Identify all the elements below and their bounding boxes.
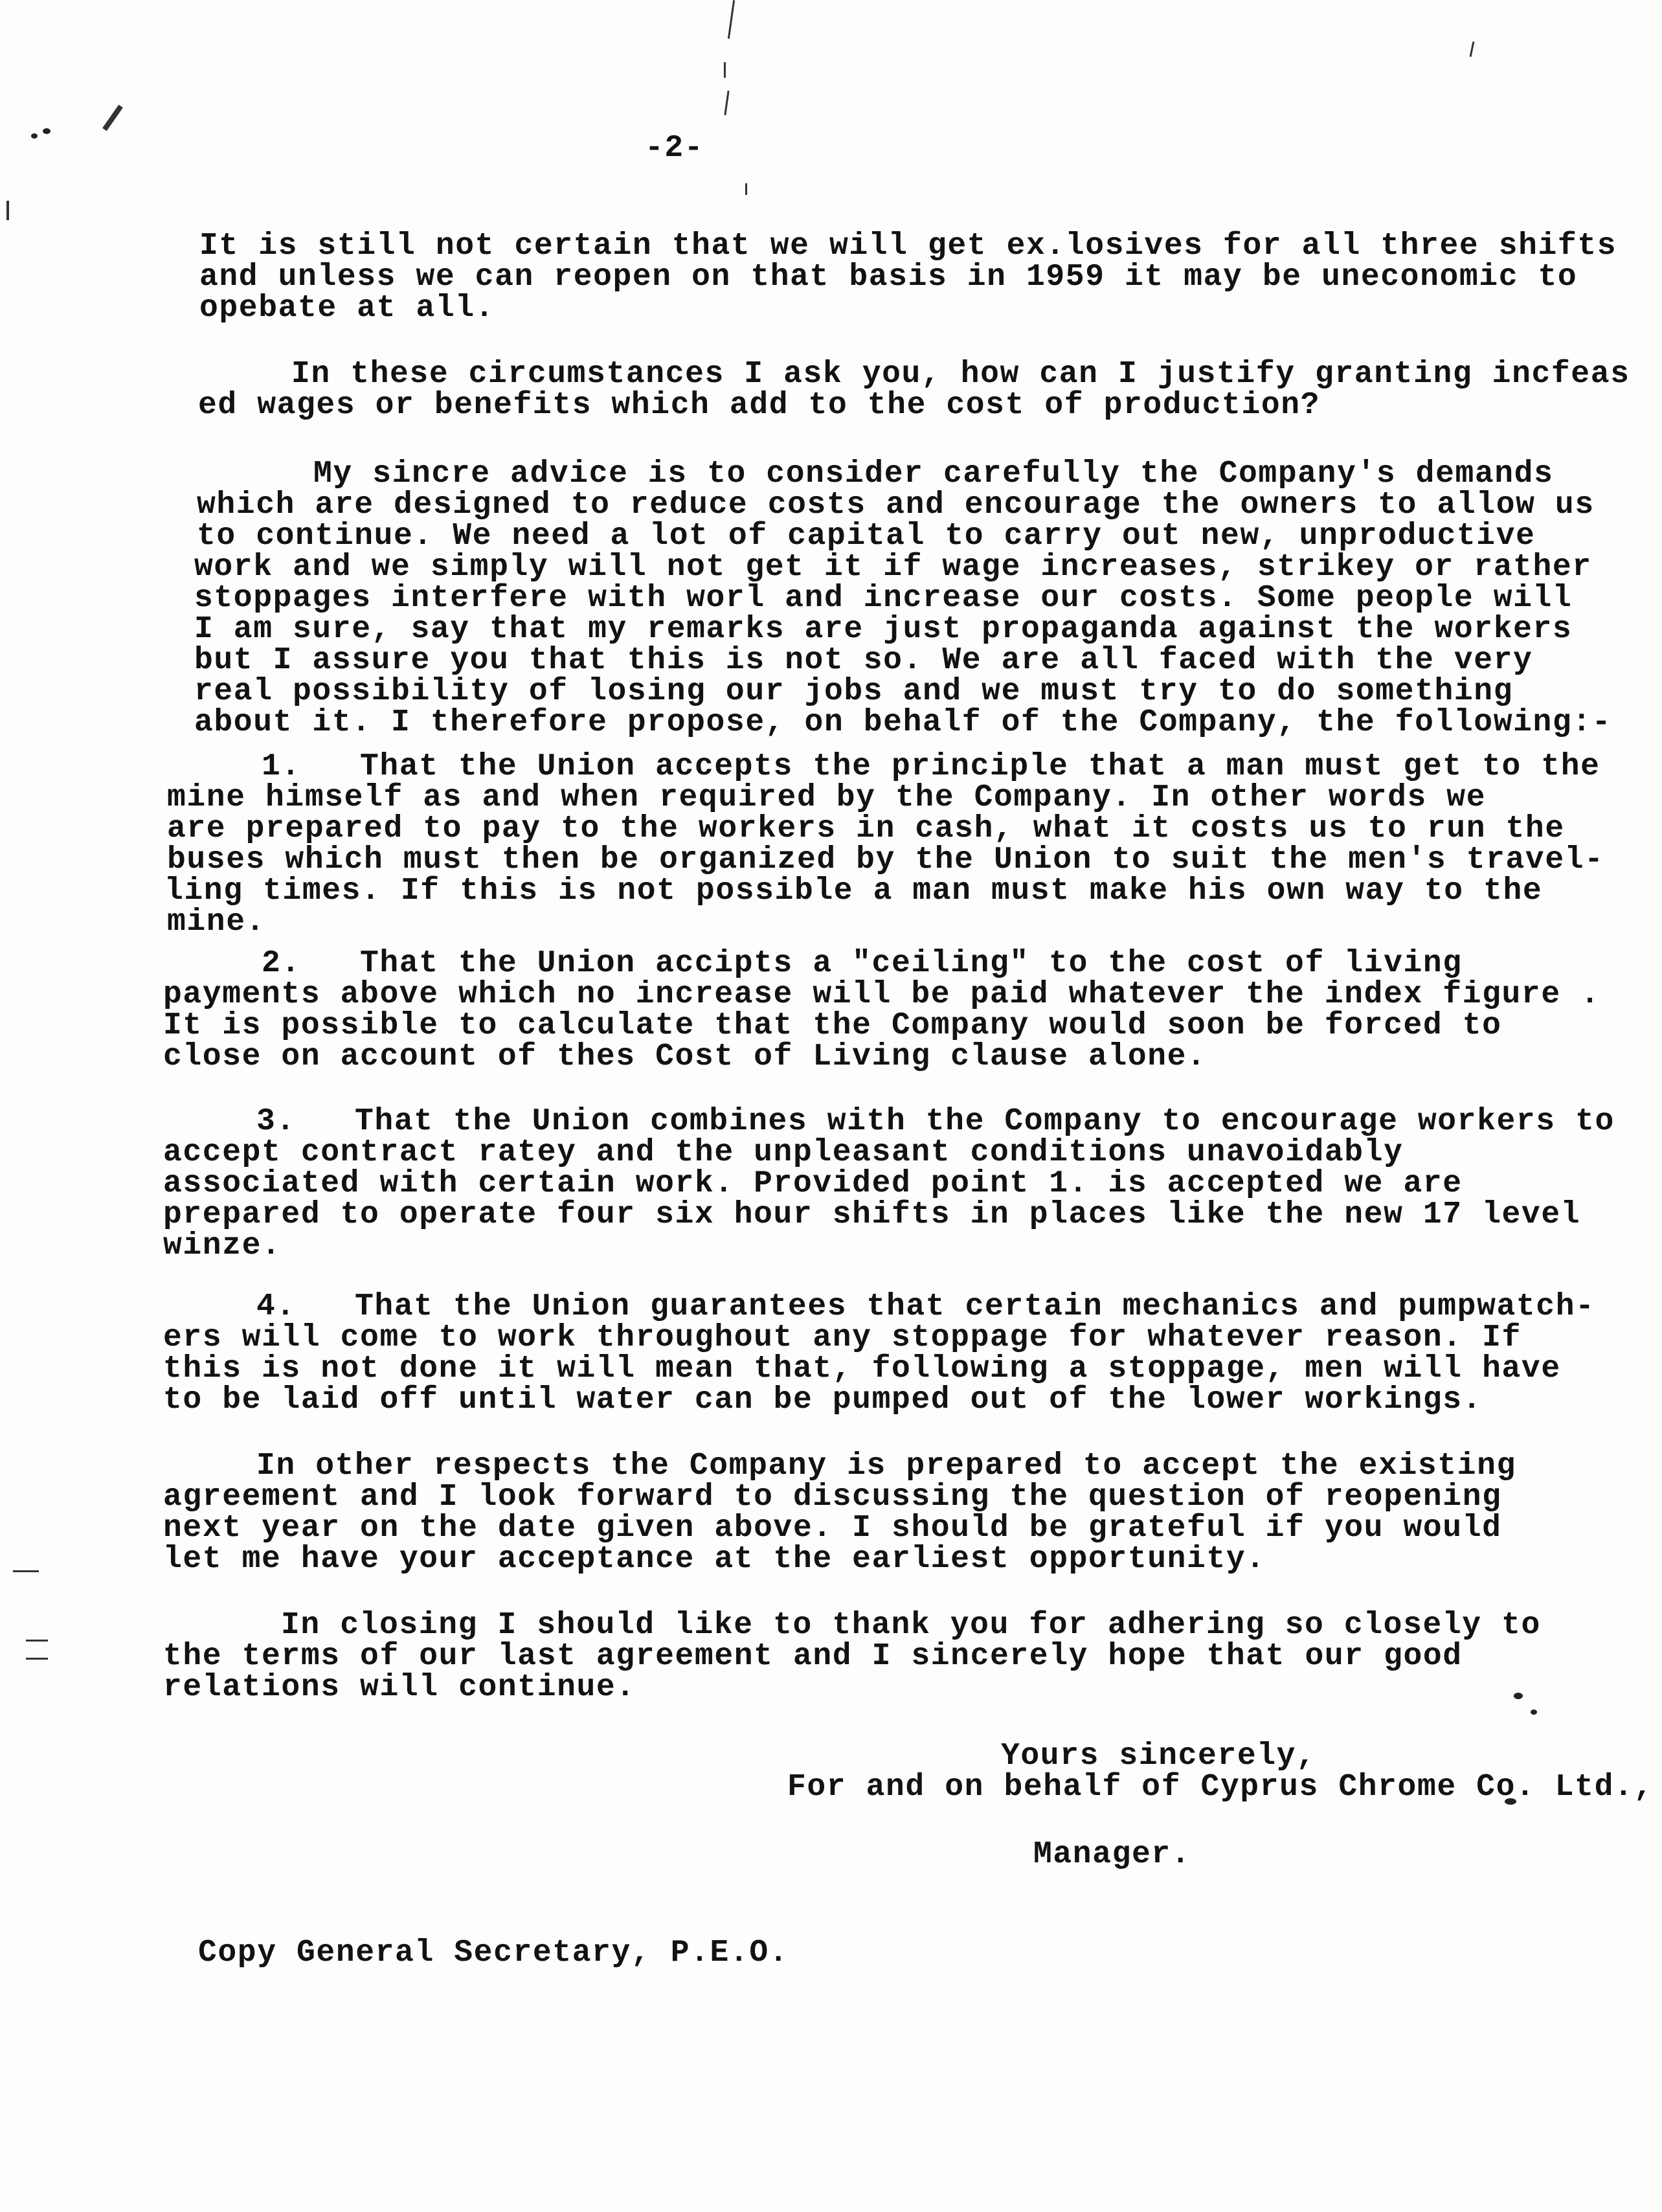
body-line: ed wages or benefits which add to the cost of production?	[198, 388, 1321, 423]
list-item-line: 2. That the Union accipts a "ceiling" to the cost of living	[262, 946, 1463, 981]
body-line: next year on the date given above. I should be grateful if you would	[163, 1511, 1502, 1546]
list-item-line: ers will come to work throughout any stoppage for whatever reason. If	[163, 1320, 1522, 1355]
scan-mark	[6, 201, 9, 220]
scan-mark	[13, 1570, 39, 1572]
body-line: work and we simply will not get it if wage increases, strikey or rather	[194, 550, 1592, 585]
body-line: I am sure, say that my remarks are just propaganda against the workers	[194, 612, 1573, 647]
list-item-line: mine.	[167, 905, 266, 940]
scan-mark	[26, 1658, 48, 1660]
body-line: My sincre advice is to consider carefully the Company's demands	[313, 457, 1554, 491]
list-item-line: accept contract ratey and the unpleasant conditions unavoidably	[163, 1135, 1404, 1170]
list-item-line: 3. That the Union combines with the Company to encourage workers to	[256, 1104, 1615, 1139]
body-line: to continue. We need a lot of capital to carry out new, unproductive	[197, 519, 1536, 554]
page-number: -2-	[645, 131, 704, 166]
list-item-line: winze.	[163, 1228, 282, 1263]
scan-speck	[1514, 1693, 1523, 1699]
body-line: about it. I therefore propose, on behalf of the Company, the following:-	[194, 705, 1612, 740]
scan-mark	[26, 1640, 48, 1642]
body-line: stoppages interfere with worl and increase our costs. Some people will	[194, 581, 1573, 616]
scan-mark	[724, 62, 726, 78]
body-line: but I assure you that this is not so. We are all faced with the very	[194, 643, 1533, 678]
list-item-line: mine himself as and when required by the Company. In other words we	[167, 780, 1487, 815]
body-line: opebate at all.	[199, 291, 495, 326]
scan-mark	[102, 105, 123, 131]
list-item-line: 4. That the Union guarantees that certain mechanics and pumpwatch-	[256, 1289, 1595, 1324]
body-line: the terms of our last agreement and I sincerely hope that our good	[163, 1639, 1463, 1674]
copy-line: Copy General Secretary, P.E.O.	[198, 1936, 789, 1970]
scan-speck	[43, 128, 51, 134]
list-item-line: this is not done it will mean that, following a stoppage, men will have	[163, 1351, 1561, 1386]
list-item-line: payments above which no increase will be paid whatever the index figure .	[163, 977, 1600, 1012]
body-line: which are designed to reduce costs and encourage the owners to allow us	[197, 488, 1595, 523]
list-item-line: ling times. If this is not possible a man must make his own way to the	[164, 874, 1543, 909]
on-behalf-line: For and on behalf of Cyprus Chrome Co. Ltd.,	[787, 1770, 1654, 1805]
body-line: In closing I should like to thank you for adhering so closely to	[281, 1608, 1541, 1643]
scan-mark	[728, 0, 735, 39]
list-item-line: associated with certain work. Provided point 1. is accepted we are	[163, 1166, 1463, 1201]
scan-mark	[745, 183, 747, 195]
signatory-title: Manager.	[1033, 1837, 1191, 1872]
body-line: In other respects the Company is prepared to accept the existing	[256, 1449, 1516, 1484]
list-item-line: buses which must then be organized by the Union to suit the men's travel-	[167, 842, 1604, 877]
body-line: In these circumstances I ask you, how can I justify granting incfeas	[291, 357, 1630, 392]
list-item-line: 1. That the Union accepts the principle that a man must get to the	[262, 749, 1600, 784]
scan-speck	[31, 133, 38, 139]
body-line: It is still not certain that we will get ex.losives for all three shifts	[199, 229, 1617, 264]
body-line: and unless we can reopen on that basis in 1959 it may be uneconomic to	[199, 260, 1578, 295]
list-item-line: prepared to operate four six hour shifts in places like the new 17 level	[163, 1197, 1581, 1232]
salutation: Yours sincerely,	[1001, 1739, 1316, 1774]
scan-mark	[724, 91, 729, 115]
body-line: relations will continue.	[163, 1670, 636, 1705]
list-item-line: It is possible to calculate that the Company would soon be forced to	[163, 1008, 1502, 1043]
body-line: let me have your acceptance at the earliest opportunity.	[163, 1542, 1266, 1577]
list-item-line: to be laid off until water can be pumped out of the lower workings.	[163, 1382, 1483, 1417]
scan-speck	[1531, 1710, 1537, 1715]
body-line: real possibility of losing our jobs and we must try to do something	[194, 674, 1514, 709]
list-item-line: close on account of thes Cost of Living clause alone.	[163, 1039, 1207, 1074]
list-item-line: are prepared to pay to the workers in cash, what it costs us to run the	[167, 811, 1565, 846]
scan-mark	[1470, 41, 1475, 57]
body-line: agreement and I look forward to discussing the question of reopening	[163, 1480, 1502, 1515]
